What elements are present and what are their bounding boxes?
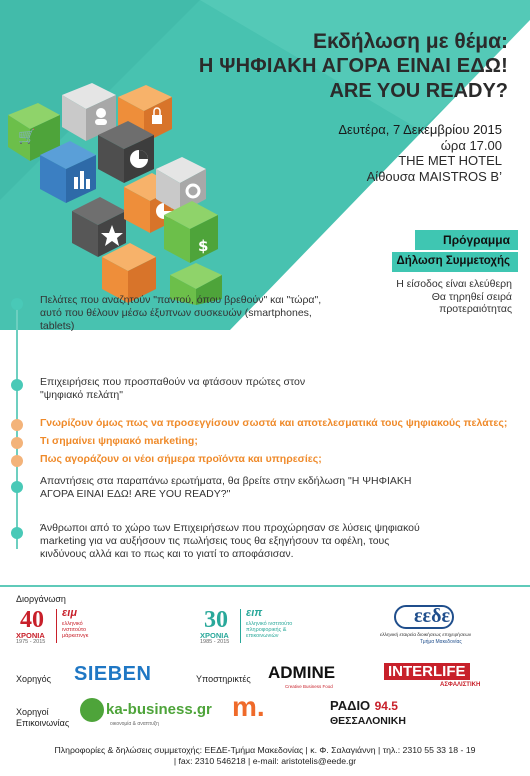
question-1: Γνωρίζουν όμως πως να προσεγγίσουν σωστά και αποτελεσματικά τους ψηφιακούς πελάτες; bbox=[40, 417, 508, 429]
eede-subtitle: ελληνική εταιρεία διοικήσεως επιχειρήσεων bbox=[380, 633, 472, 638]
eim-range: 1975 - 2015 bbox=[16, 639, 46, 645]
event-date: Δευτέρα, 7 Δεκεμβρίου 2015 bbox=[338, 122, 502, 137]
eim-years: 40 bbox=[20, 607, 44, 633]
bullet-dot bbox=[11, 527, 23, 539]
bullet-dot bbox=[11, 455, 23, 467]
bullet-speakers bbox=[40, 522, 420, 561]
svg-text:$: $ bbox=[198, 237, 209, 255]
sieben-logo: SIEBEN bbox=[74, 663, 152, 685]
ka-business-subtitle: οικονομία & αναπτυξη bbox=[110, 721, 159, 727]
star-cube-icon bbox=[72, 197, 126, 257]
eip-text: ελληνικό ινστιτούτο bbox=[246, 621, 293, 627]
eim-xronia: ΧΡΟΝΙΑ bbox=[16, 631, 45, 640]
eip-text: πληροφορικής & bbox=[246, 627, 287, 633]
ka-business-globe-icon bbox=[80, 698, 104, 722]
eede-logo bbox=[380, 605, 500, 645]
bullet-text: ΑΓΟΡΑ ΕΙΝΑΙ ΕΔΩ! ARE YOU READY?" bbox=[40, 488, 231, 500]
comm-sponsors-label-1: Χορηγοί bbox=[16, 707, 49, 717]
eim-logo bbox=[16, 607, 106, 643]
supporters-label: Υποστηρικτές bbox=[196, 674, 251, 684]
event-details bbox=[338, 122, 502, 184]
eip-years: 30 bbox=[204, 607, 228, 633]
bullet-answers bbox=[40, 475, 412, 501]
eim-text: μάρκετινγκ bbox=[62, 633, 89, 639]
event-venue: THE MET HOTEL bbox=[398, 153, 502, 168]
register-button[interactable]: Δήλωση Συμμετοχής bbox=[392, 252, 518, 272]
sponsors-section bbox=[0, 585, 530, 745]
bullet-text: Πελάτες που αναζητούν "παντού, όπου βρεθούν" και "τώρα", bbox=[40, 294, 322, 306]
headline-line-1: Εκδήλωση με θέμα: bbox=[313, 30, 508, 53]
interlife-logo: INTERLIFE bbox=[384, 663, 470, 680]
bullet-customers bbox=[40, 294, 321, 333]
bullet-text: κινδύνους αλλά και το πως και το γιατί το αποφάσισαν. bbox=[40, 548, 294, 560]
bullet-text: αυτό που θέλουν μέσω έξυπνων συσκευών (smartphones, bbox=[40, 307, 312, 319]
question-3: Πως αγοράζουν οι νέοι σήμερα προϊόντα και υπηρεσίες; bbox=[40, 453, 322, 465]
eim-text: ελληνικό bbox=[62, 621, 83, 627]
admine-subtitle: Creative Business Food bbox=[285, 684, 333, 689]
bullet-dot bbox=[11, 481, 23, 493]
bullet-dot bbox=[11, 419, 23, 431]
bullet-dot bbox=[11, 379, 23, 391]
organizers-label: Διοργάνωση bbox=[16, 594, 66, 604]
footer-line-1: Πληροφορίες & δηλώσεις συμμετοχής: ΕΕΔΕ-Τμήμα Μακεδονίας | κ. Φ. Σαλαγιάννη | τηλ.: 2310 55 33 18 - 19 bbox=[54, 745, 476, 755]
eip-logo bbox=[200, 607, 300, 643]
eim-mark: ειμ bbox=[62, 607, 77, 619]
eip-mark: ειπ bbox=[246, 607, 263, 619]
bullet-text: tablets) bbox=[40, 320, 75, 332]
note-line-3: προτεραιότητας bbox=[439, 303, 512, 315]
digital-cube-illustration bbox=[0, 75, 230, 305]
m-logo: m. bbox=[232, 691, 265, 722]
eip-range: 1985 - 2015 bbox=[200, 639, 230, 645]
eip-divider bbox=[240, 609, 241, 643]
note-line-1: Η είσοδος είναι ελεύθερη bbox=[396, 278, 512, 290]
eede-subtitle: Τμήμα Μακεδονίας bbox=[420, 639, 462, 645]
programme-button[interactable]: Πρόγραμμα bbox=[415, 230, 518, 250]
eim-divider bbox=[56, 609, 57, 643]
headline-line-2: Η ΨΗΦΙΑΚΗ ΑΓΟΡΑ ΕΙΝΑΙ ΕΔΩ! bbox=[198, 55, 508, 77]
bullet-text: marketing για να αυξήσουν τις πωλήσεις τους θα εξηγήσουν τα οφέλη, τους bbox=[40, 535, 390, 547]
sponsor-label: Χορηγός bbox=[16, 674, 51, 684]
eip-text: επικοινωνιών bbox=[246, 633, 279, 639]
bullet-text: Απαντήσεις στα παραπάνω ερωτήματα, θα βρείτε στην εκδήλωση "Η ΨΗΦΙΑΚΗ bbox=[40, 475, 412, 487]
event-room: Αίθουσα MAISTROS B’ bbox=[366, 168, 502, 184]
bullet-text: Επιχειρήσεις που προσπαθούν να φτάσουν πρώτες στον bbox=[40, 376, 306, 388]
svg-text:🛒: 🛒 bbox=[18, 129, 36, 145]
bullet-text: "ψηφιακό πελάτη" bbox=[40, 389, 123, 401]
radio-name: ΡΑΔΙΟ bbox=[330, 698, 371, 713]
footer-line-2: | fax: 2310 546218 | e-mail: aristotelis@eede.gr bbox=[173, 756, 357, 766]
comm-sponsors-label-2: Επικοινωνίας bbox=[16, 718, 70, 728]
note-line-2: Θα τηρηθεί σειρά bbox=[431, 290, 512, 303]
headline-line-3: ARE YOU READY? bbox=[329, 80, 508, 102]
admine-logo: ADMINE bbox=[268, 663, 336, 682]
eip-xronia: ΧΡΟΝΙΑ bbox=[200, 631, 229, 640]
eim-text: ινστιτούτο bbox=[62, 627, 87, 633]
bullet-text: Άνθρωποι από το χώρο των Επιχειρήσεων που προχώρησαν σε λύσεις ψηφιακού bbox=[40, 522, 420, 534]
bullet-dot bbox=[11, 437, 23, 449]
radio-frequency: 94.5 bbox=[374, 699, 398, 713]
bullet-businesses bbox=[40, 376, 305, 402]
ka-business-logo: ka-business.gr bbox=[106, 701, 212, 718]
radio-city: ΘΕΣΣΑΛΟΝΙΚΗ bbox=[330, 715, 406, 727]
event-time: ώρα 17.00 bbox=[440, 137, 502, 153]
eede-mark-text: εεδε bbox=[414, 605, 451, 627]
event-headline bbox=[199, 30, 508, 104]
bullet-dot bbox=[11, 298, 23, 310]
interlife-subtitle: ΑΣΦΑΛΙΣΤΙΚΗ bbox=[440, 682, 481, 688]
question-2: Τι σημαίνει ψηφιακό marketing; bbox=[40, 435, 198, 447]
radio-logo bbox=[330, 697, 430, 731]
free-entry-note bbox=[396, 278, 512, 316]
contact-footer bbox=[0, 745, 530, 767]
